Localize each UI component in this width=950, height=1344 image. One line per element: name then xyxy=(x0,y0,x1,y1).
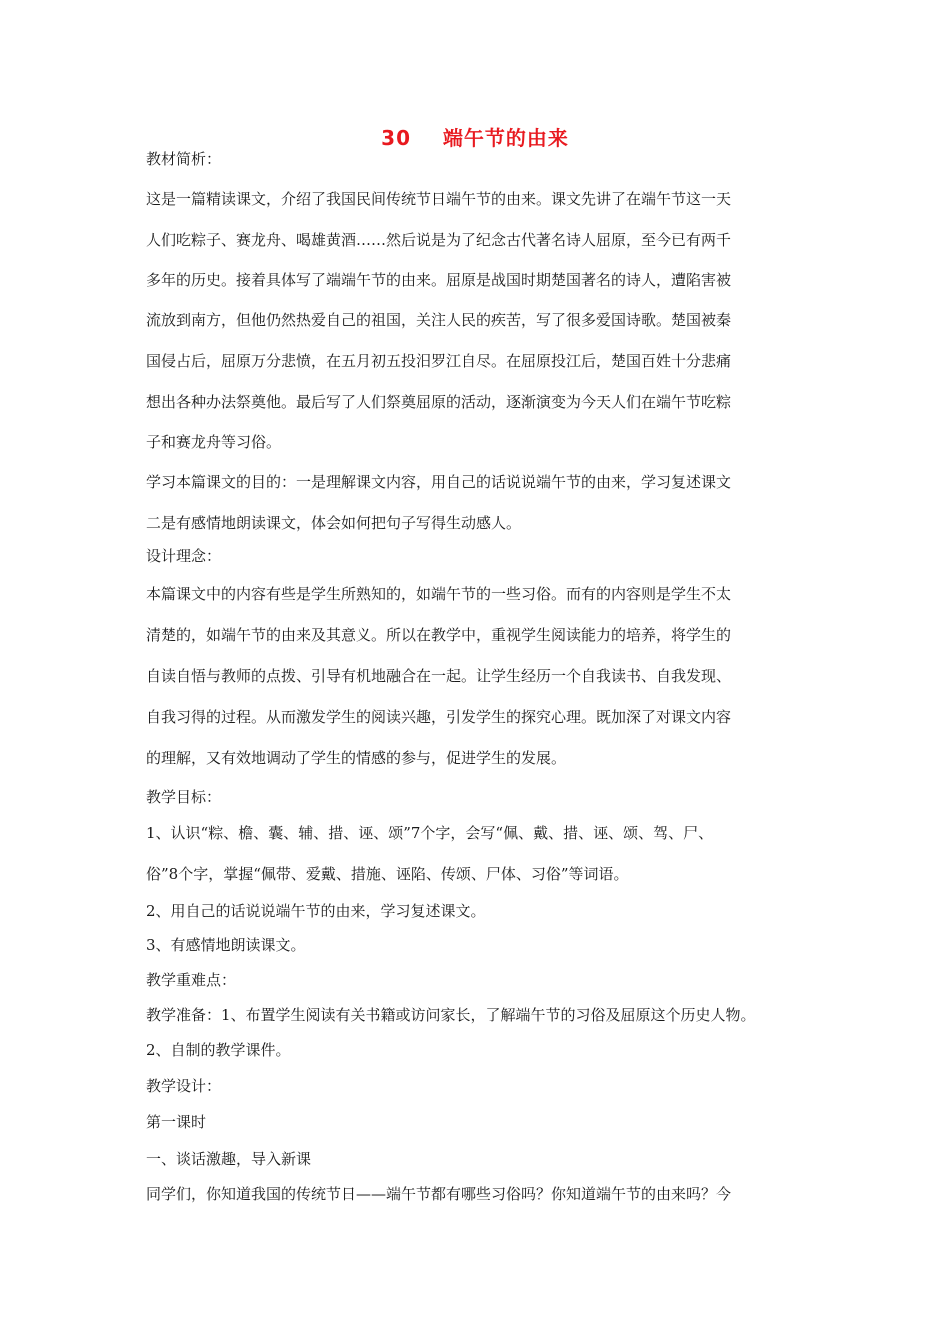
paragraph-line: 流放到南方，但他仍然热爱自己的祖国，关注人民的疾苦，写了很多爱国诗歌。楚国被秦 xyxy=(146,311,732,329)
paragraph-line: 同学们，你知道我国的传统节日——端午节都有哪些习俗吗？你知道端午节的由来吗？今 xyxy=(146,1185,732,1203)
list-item: 2、自制的教学课件。 xyxy=(146,1041,291,1059)
list-item: 1、认识“粽、檐、囊、辅、措、诬、颂”7个字，会写“佩、戴、措、诬、颂、驾、尸、 xyxy=(146,824,714,842)
paragraph-line: 国侵占后，屈原万分悲愤，在五月初五投汨罗江自尽。在屈原投江后，楚国百姓十分悲痛 xyxy=(146,352,732,370)
list-item: 2、用自己的话说说端午节的由来，学习复述课文。 xyxy=(146,902,486,920)
paragraph-line: 自我习得的过程。从而激发学生的阅读兴趣，引发学生的探究心理。既加深了对课文内容 xyxy=(146,708,732,726)
section-heading-key-difficulties: 教学重难点： xyxy=(146,971,237,989)
paragraph-line: 本篇课文中的内容有些是学生所熟知的，如端午节的一些习俗。而有的内容则是学生不太 xyxy=(146,585,732,603)
subsection-heading: 一、谈话激趣，导入新课 xyxy=(146,1150,312,1168)
list-item-continued: 俗”8个字，掌握“佩带、爱戴、措施、诬陷、传颂、尸体、习俗”等词语。 xyxy=(146,865,629,883)
paragraph-line: 想出各种办法祭奠他。最后写了人们祭奠屈原的活动，逐渐演变为今天人们在端午节吃粽 xyxy=(146,393,732,411)
paragraph-line: 子和赛龙舟等习俗。 xyxy=(146,433,282,451)
document-title: 30 端午节的由来 xyxy=(381,126,569,150)
section-heading-textbook-analysis: 教材简析： xyxy=(146,150,222,168)
paragraph-line: 二是有感情地朗读课文，体会如何把句子写得生动感人。 xyxy=(146,514,522,532)
paragraph-line: 人们吃粽子、赛龙舟、喝雄黄酒……然后说是为了纪念古代著名诗人屈原，至今已有两千 xyxy=(146,231,732,249)
paragraph-line: 多年的历史。接着具体写了端端午节的由来。屈原是战国时期楚国著名的诗人，遭陷害被 xyxy=(146,271,732,289)
list-item: 3、有感情地朗读课文。 xyxy=(146,936,306,954)
paragraph-line: 学习本篇课文的目的：一是理解课文内容，用自己的话说说端午节的由来，学习复述课文 xyxy=(146,473,732,491)
section-heading-teaching-design: 教学设计： xyxy=(146,1077,222,1095)
paragraph-line: 的理解，又有效地调动了学生的情感的参与，促进学生的发展。 xyxy=(146,749,567,767)
paragraph-line: 这是一篇精读课文，介绍了我国民间传统节日端午节的由来。课文先讲了在端午节这一天 xyxy=(146,190,732,208)
section-heading-design-concept: 设计理念： xyxy=(146,547,222,565)
paragraph-line: 自读自悟与教师的点拨、引导有机地融合在一起。让学生经历一个自我读书、自我发现、 xyxy=(146,667,732,685)
section-heading-teaching-goals: 教学目标： xyxy=(146,788,222,806)
section-heading-first-lesson: 第一课时 xyxy=(146,1113,207,1131)
paragraph-line: 清楚的，如端午节的由来及其意义。所以在教学中，重视学生阅读能力的培养，将学生的 xyxy=(146,626,732,644)
paragraph-line: 教学准备：1、布置学生阅读有关书籍或访问家长，了解端午节的习俗及屈原这个历史人物。 xyxy=(146,1006,756,1024)
